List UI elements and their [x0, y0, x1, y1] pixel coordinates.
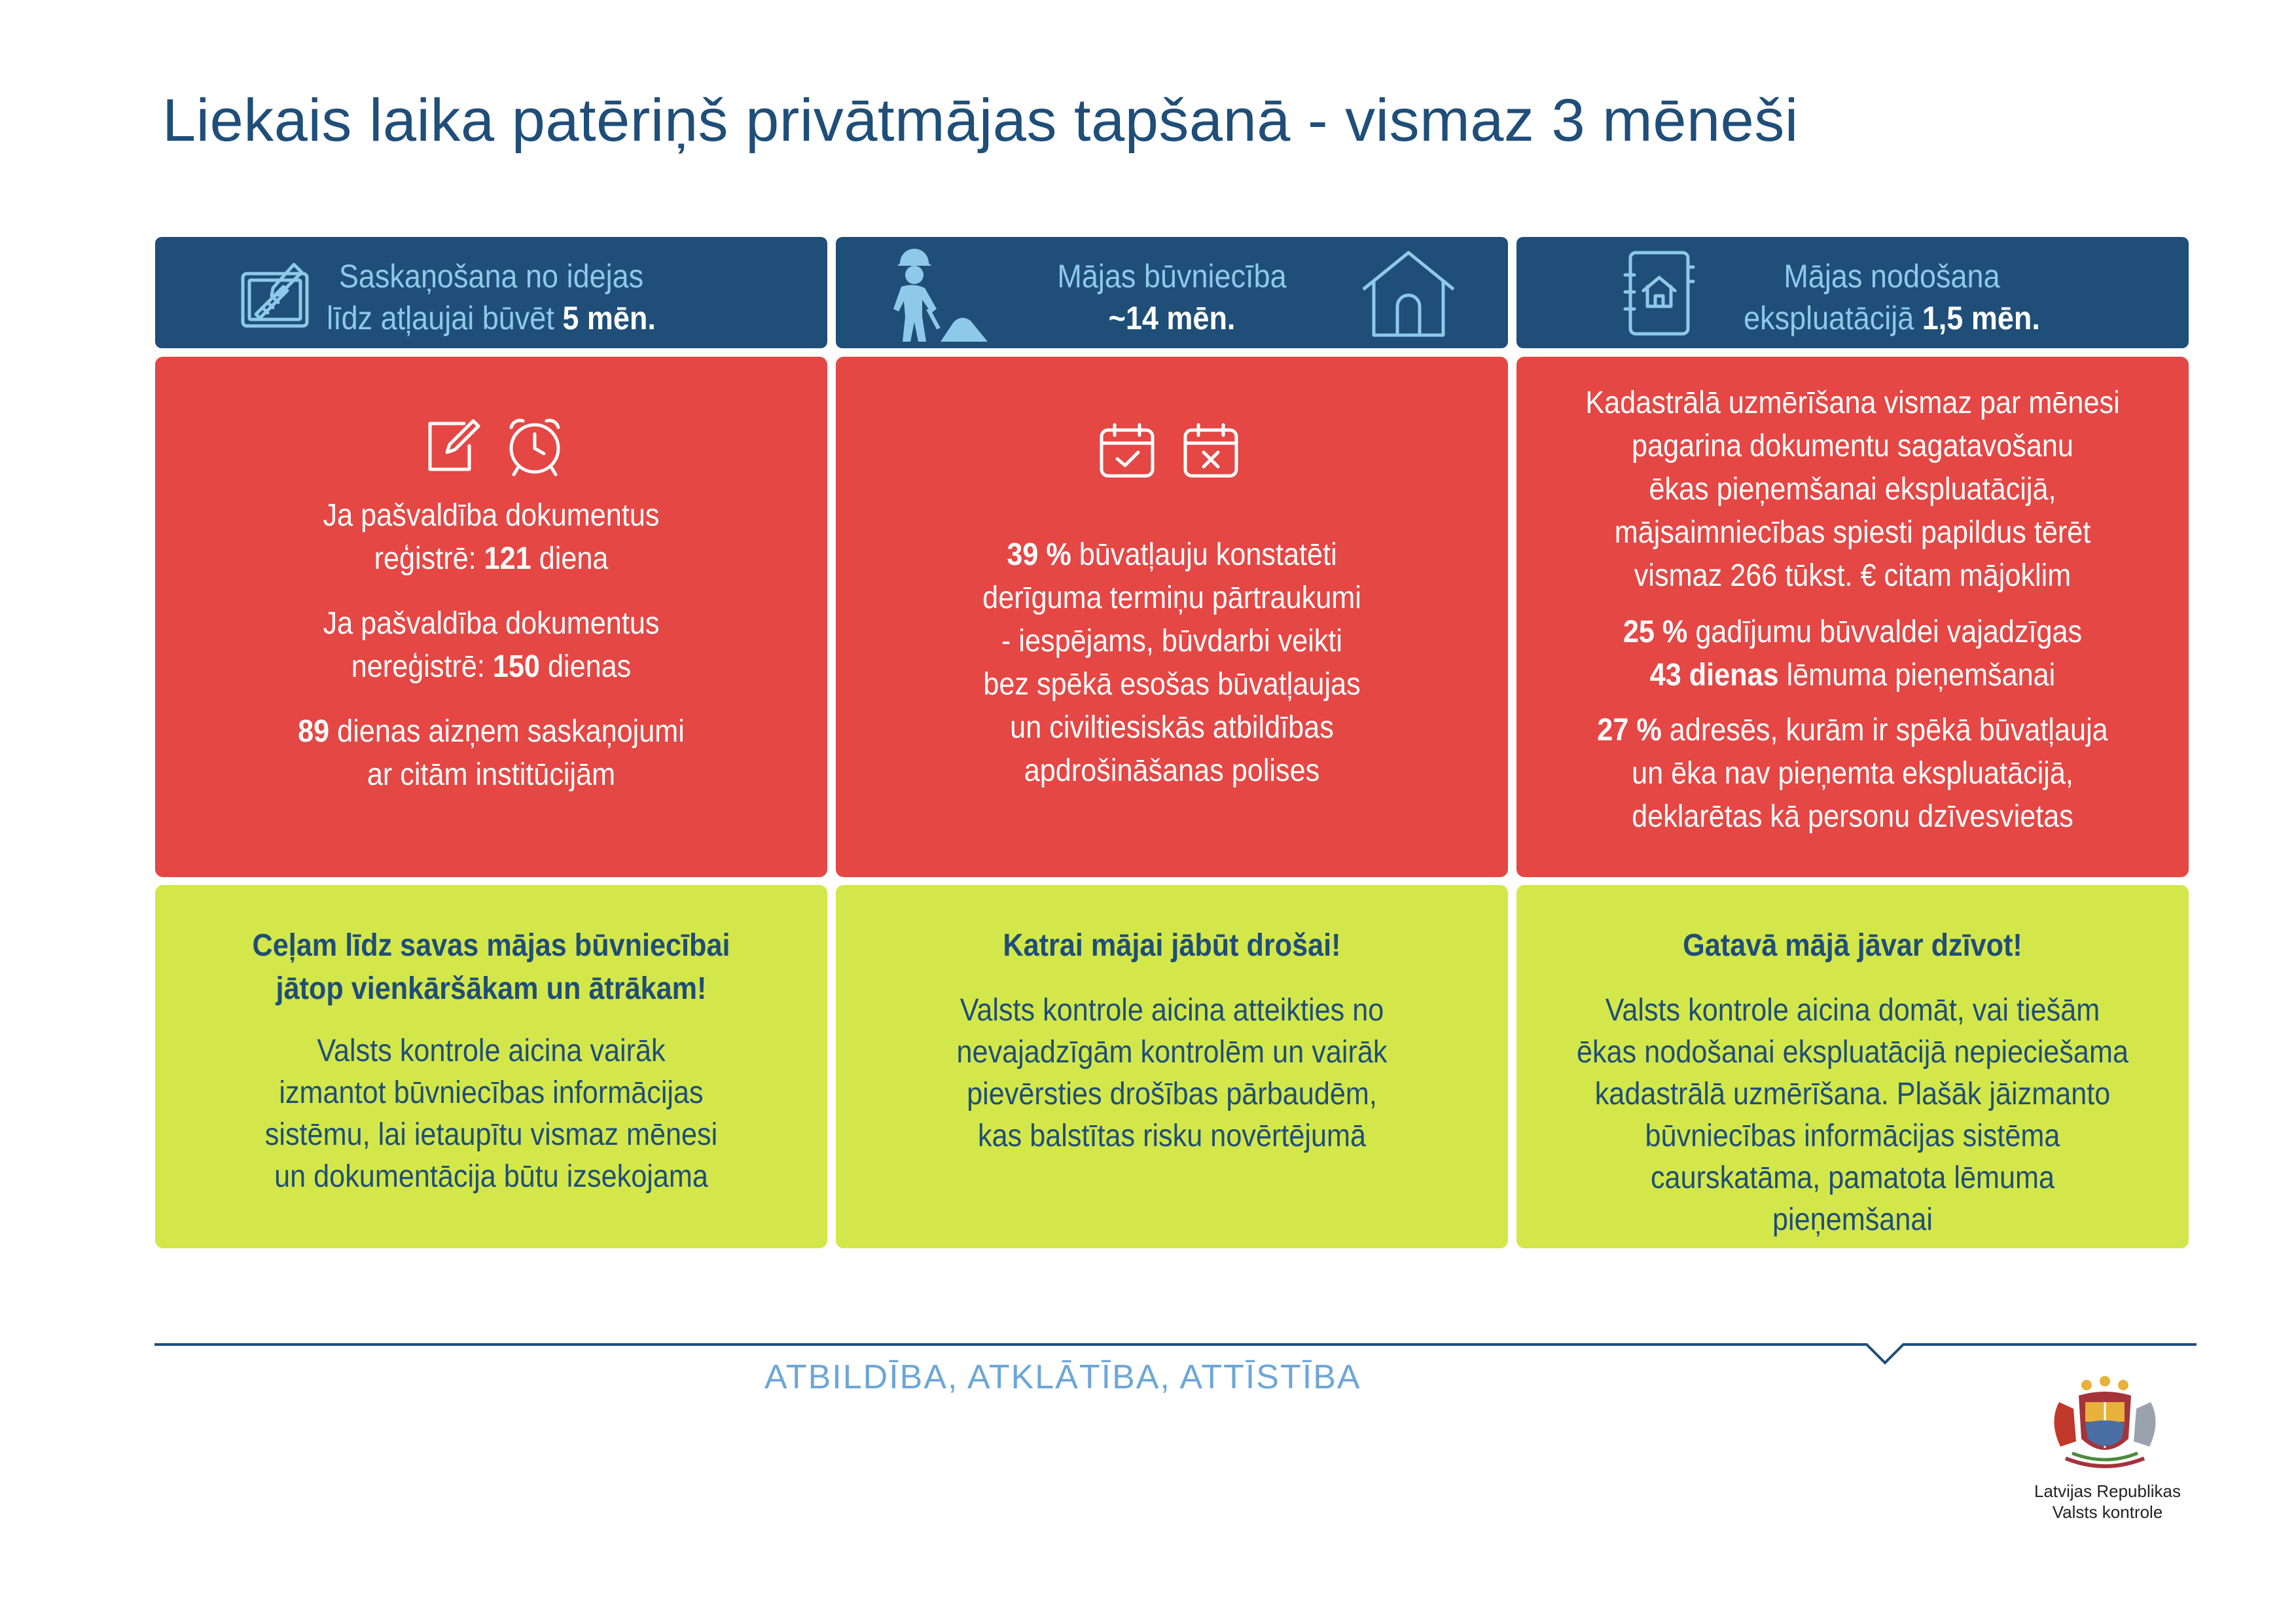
stat-text: lēmuma pieņemšanai	[1778, 658, 2056, 693]
stat-line: un ēka nav pieņemta ekspluatācijā,	[1632, 756, 2073, 791]
body-line: izmantot būvniecības informācijas	[279, 1075, 704, 1110]
construction-stat	[887, 533, 1456, 793]
body-line: būvniecības informācijas sistēma	[1645, 1119, 2060, 1153]
body-line: Valsts kontrole aicina vairāk	[317, 1034, 666, 1068]
header-approval-text	[188, 255, 793, 339]
coat-of-arms-logo	[2039, 1376, 2170, 1481]
stat-value: 89	[298, 714, 330, 749]
stat-value: 150	[492, 649, 540, 684]
body-line: un dokumentācija būtu izsekojama	[274, 1159, 708, 1194]
organization-name	[2003, 1481, 2212, 1523]
stat-line	[1568, 611, 2137, 654]
commissioning-stat-addresses	[1568, 709, 2137, 839]
stat-text: reģistrē:	[374, 541, 484, 576]
problem-card-commissioning	[1516, 357, 2189, 877]
header-line2	[869, 297, 1474, 339]
body-line: pievērsties drošības pārbaudēm,	[967, 1077, 1377, 1111]
stat-line	[887, 533, 1456, 577]
problem-card-construction	[836, 357, 1508, 877]
recommendation-card-construction	[836, 885, 1508, 1248]
body-line: nevajadzīgām kontrolēm un vairāk	[956, 1035, 1388, 1070]
motto: ATBILDĪBA, ATKLĀTĪBA, ATTĪSTĪBA	[764, 1358, 1361, 1396]
header-line2	[1624, 297, 2159, 339]
stat-line: ēkas pieņemšanai ekspluatācijā,	[1649, 472, 2056, 507]
stat-text: diena	[531, 541, 609, 576]
stat-line: derīguma termiņu pārtraukumi	[982, 581, 1361, 615]
stat-line: vismaz 266 tūkst. € citam mājoklim	[1634, 558, 2072, 593]
stat-line: Ja pašvaldība dokumentus	[323, 606, 660, 641]
header-commissioning	[1516, 237, 2189, 348]
stat-line: mājsaimniecības spiesti papildus tērēt	[1614, 515, 2091, 550]
heading-line: Ceļam līdz savas mājas būvniecībai	[252, 928, 730, 963]
header-construction	[836, 237, 1508, 348]
recommendation-card-commissioning	[1516, 885, 2189, 1248]
body-line: ēkas nodošanai ekspluatācijā nepieciešama	[1577, 1035, 2128, 1070]
edit-document-icon	[423, 417, 482, 476]
body-line: Valsts kontrole aicina domāt, vai tiešām	[1605, 993, 2100, 1028]
organization-line: Latvijas Republikas	[2034, 1481, 2181, 1501]
page-title: Liekais laika patēriņš privātmājas tapšanā - vismaz 3 mēneši	[162, 87, 1799, 154]
stat-value: 27 %	[1597, 713, 1662, 748]
recommendation-heading	[887, 924, 1456, 967]
heading-line: Gatavā mājā jāvar dzīvot!	[1683, 928, 2022, 963]
recommendation-card-approval	[155, 885, 827, 1248]
stat-line: Ja pašvaldība dokumentus	[323, 498, 660, 533]
organization-line: Valsts kontrole	[2052, 1502, 2163, 1522]
stat-line	[206, 645, 776, 689]
commissioning-stat-decision	[1568, 611, 2137, 697]
stat-line	[206, 710, 776, 753]
body-line: caurskatāma, pamatota lēmuma pieņemšanai	[1650, 1161, 2055, 1237]
stat-line	[1568, 709, 2137, 752]
stat-line	[206, 537, 776, 581]
stat-text: būvatļauju konstatēti	[1071, 537, 1337, 572]
recommendation-body	[206, 1030, 776, 1198]
stat-text: adresēs, kurām ir spēkā būvatļauja	[1661, 713, 2108, 748]
body-line: Valsts kontrole aicina atteikties no	[960, 993, 1384, 1028]
header-line2-text: ekspluatācijā	[1744, 300, 1922, 336]
problem-card-approval	[155, 357, 827, 877]
header-line1: Mājas nodošana	[1784, 258, 2000, 295]
calendar-check-icon	[1098, 421, 1157, 480]
recommendation-body	[887, 990, 1456, 1157]
header-line2-text: līdz atļaujai būvēt	[327, 300, 563, 336]
stat-line: deklarētas kā personu dzīvesvietas	[1632, 799, 2073, 834]
header-duration: 5 mēn.	[562, 300, 656, 336]
approval-stat-unregistered	[206, 602, 776, 689]
header-commissioning-text	[1624, 255, 2159, 339]
header-approval	[155, 237, 827, 348]
header-line1: Saskaņošana no idejas	[338, 258, 644, 295]
approval-stat-coordination	[206, 710, 776, 797]
header-duration: 1,5 mēn.	[1922, 300, 2040, 336]
stat-text: dienas	[539, 649, 632, 684]
stat-line: - iespējams, būvdarbi veikti	[1001, 624, 1343, 659]
stat-line: apdrošināšanas polises	[1024, 753, 1320, 788]
stat-text: gadījumu būvvaldei vajadzīgas	[1687, 615, 2083, 649]
stat-text: nereģistrē:	[351, 649, 493, 684]
stat-line: bez spēkā esošas būvatļaujas	[983, 667, 1361, 702]
stat-value: 25 %	[1623, 615, 1688, 649]
recommendation-heading	[1568, 924, 2137, 967]
stat-value: 43 dienas	[1649, 658, 1779, 693]
header-construction-text	[869, 255, 1474, 339]
stat-line: un civiltiesiskās atbildības	[1010, 710, 1334, 745]
calendar-cross-icon	[1181, 421, 1240, 480]
header-duration: ~14 mēn.	[1108, 300, 1236, 336]
stat-text: dienas aizņem saskaņojumi	[329, 714, 685, 749]
stat-line: pagarina dokumentu sagatavošanu	[1632, 429, 2073, 463]
body-line: kadastrālā uzmērīšana. Plašāk jāizmanto	[1594, 1077, 2111, 1111]
approval-stat-registered	[206, 494, 776, 581]
stat-value: 39 %	[1007, 537, 1071, 572]
header-line2	[188, 297, 793, 339]
body-line: sistēmu, lai ietaupītu vismaz mēnesi	[264, 1117, 718, 1152]
heading-line: jātop vienkāršākam un ātrākam!	[276, 971, 707, 1006]
stat-line: Kadastrālā uzmērīšana vismaz par mēnesi	[1585, 386, 2120, 420]
stat-value: 121	[484, 541, 531, 576]
header-line1: Mājas būvniecība	[1057, 258, 1287, 295]
stat-line	[1568, 654, 2137, 697]
recommendation-heading	[206, 924, 776, 1011]
alarm-clock-icon	[502, 413, 567, 478]
body-line: kas balstītas risku novērtējumā	[977, 1119, 1367, 1153]
recommendation-body	[1568, 990, 2137, 1241]
heading-line: Katrai mājai jābūt drošai!	[1003, 928, 1341, 963]
stat-line: ar citām institūcijām	[367, 757, 616, 792]
commissioning-stat-survey	[1568, 382, 2137, 598]
